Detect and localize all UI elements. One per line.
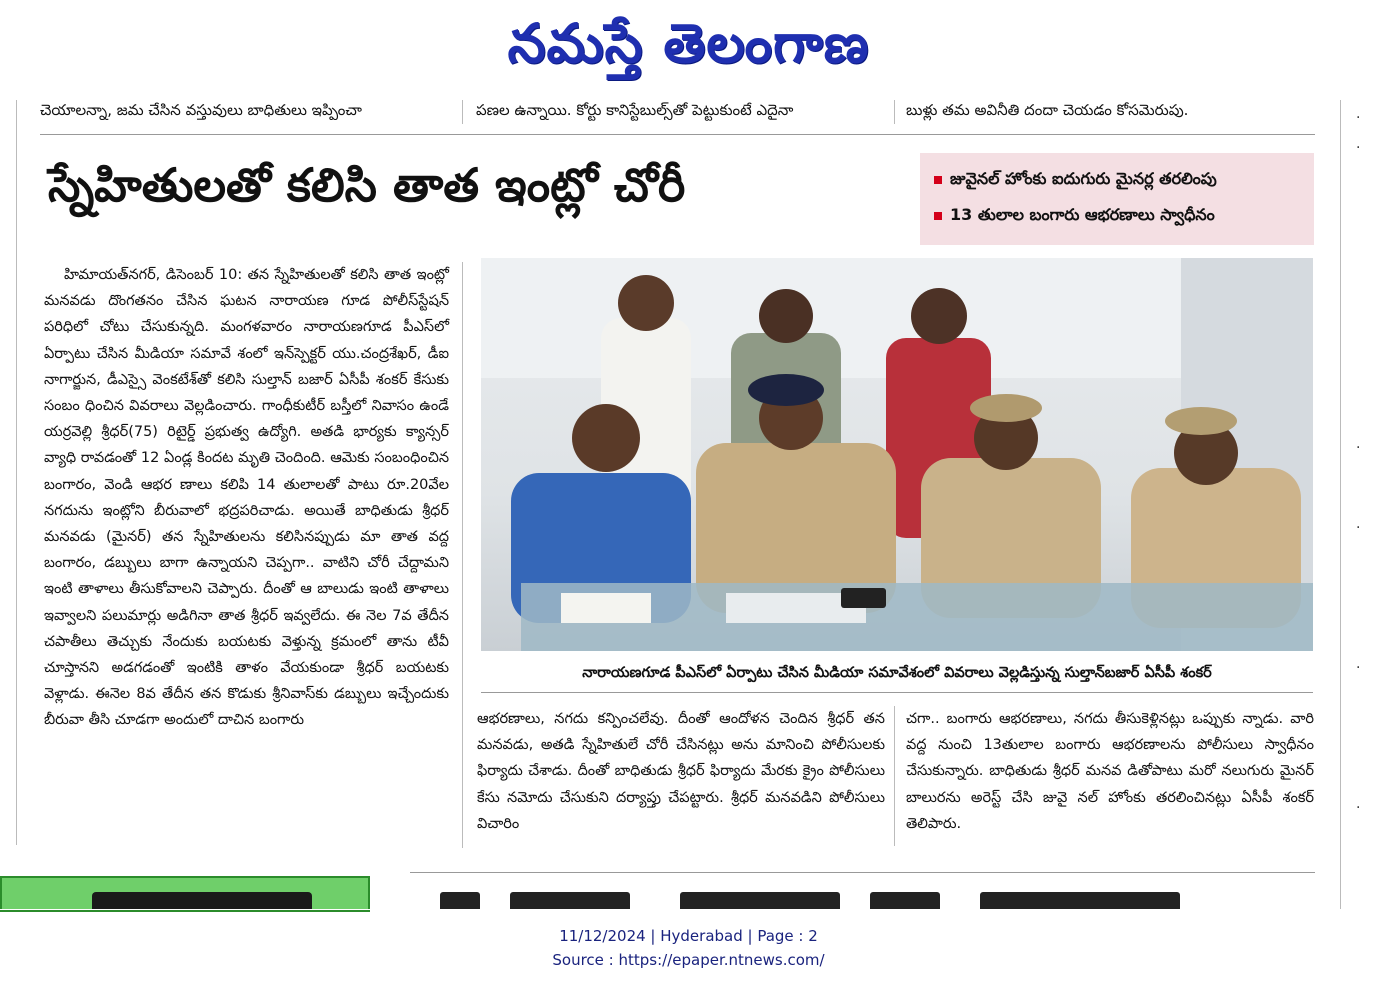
next-article-headline-fragment bbox=[440, 886, 1320, 910]
subheading-item bbox=[934, 169, 1217, 192]
article-column-1 bbox=[44, 262, 449, 734]
article-headline: స్నేహితులతో కలిసి తాత ఇంట్లో చోరీ bbox=[48, 158, 686, 212]
column-divider bbox=[894, 100, 895, 124]
previous-article-strip bbox=[40, 98, 1315, 124]
page-edge-divider bbox=[16, 100, 17, 845]
article-column-3 bbox=[906, 706, 1314, 837]
news-photo bbox=[481, 258, 1313, 651]
police-press-meet-photo bbox=[481, 258, 1313, 651]
caption-rule bbox=[481, 692, 1313, 693]
subheading-box bbox=[920, 153, 1314, 245]
subheading-item bbox=[934, 205, 1215, 228]
phone-on-table bbox=[841, 588, 886, 608]
adjacent-page-edge: · · · · · · bbox=[1356, 110, 1361, 816]
strip-text-col3: బుళ్లు తమ అవినీతి దందా చెయడం కోసమెరుపు. bbox=[906, 101, 1189, 119]
article-body-text: ఆభరణాలు, నగదు కన్పించలేవు. దీంతో ఆందోళన చెందిన శ్రీధర్ తన మనవడు, అతడి స్నేహితులే చోరీ చేసినట్లు అను మానించి పోలీసులకు ఫిర్యాదు చేశాడు. దీంతో బాధితుడు శ్రీధర్ ఫిర్యాదు మేరకు క్రైం పోలీసులు కేసు నమోదు చేసుకుని దర్యాప్తు చేపట్టారు. శ్రీధర్ మనవడిని పోలీసులు విచారిం bbox=[477, 711, 885, 832]
bullet-icon bbox=[934, 176, 942, 184]
paper-on-table bbox=[561, 593, 651, 623]
page-edge-divider bbox=[1340, 100, 1341, 910]
page-bottom-edge bbox=[0, 909, 1377, 910]
column-divider bbox=[462, 100, 463, 124]
article-body-text: చగా.. బంగారు ఆభరణాలు, నగదు తీసుకెళ్లినట్లు ఒప్పుకు న్నాడు. వారి వద్ద నుంచి 13తులాల బంగారు ఆభరణాలను పోలీసులు స్వాధీనం చేసుకున్నారు. బాధితుడు శ్రీధర్ మనవ డితోపాటు మరో నలుగురు మైనర్ బాలురను అరెస్ట్ చేసి జువై నల్ హోంకు తరలించినట్లు ఏసీపీ శంకర్ తెలిపారు. bbox=[906, 711, 1314, 832]
footer-date-edition: 11/12/2024 | Hyderabad | Page : 2 bbox=[559, 927, 818, 945]
page-footer bbox=[0, 924, 1377, 972]
masthead bbox=[0, 0, 1377, 100]
article-column-2 bbox=[477, 706, 885, 837]
strip-text-col2: పణల ఉన్నాయి. కోర్టు కానిస్టేబుల్స్‌తో పెట్టుకుంటే ఎదైనా bbox=[476, 101, 794, 119]
article-body-text: హిమాయత్‌నగర్, డిసెంబర్ 10: తన స్నేహితులతో కలిసి తాత ఇంట్లో మనవడు దొంగతనం చేసిన ఘటన నారాయణ గూడ పోలీస్‌స్టేషన్ పరిధిలో చోటు చేసుకున్నది. మంగళవారం నారాయణగూడ పీఎస్‌లో ఏర్పాటు చేసిన మీడియా సమావే శంలో ఇన్‌స్పెక్టర్ యు.చంద్రశేఖర్, డీఐ నాగార్జున, డీఎస్సై వెంకటేశ్‌తో కలిసి సుల్తాన్ బజార్ ఏసీపీ శంకర్ కేసుకు సంబం ధించిన వివరాలు వెల్లడించారు. గాంధీకుటీర్ బస్తీలో నివాసం ఉండే యర్రవెల్లి శ్రీధర్(75) రిటైర్డ్ ప్రభుత్వ ఉద్యోగి. అతడి భార్యకు క్యాన్సర్ వ్యాధి రావడంతో 12 ఏండ్ల కిందట మృతి చెందింది. ఆమెకు సంబంధించిన బంగారం, వెండి ఆభర ణాలు కలిపి 14 తులాలతో పాటు రూ.20వేల నగదును ఇంట్లోని బీరువాలో భద్రపరిచాడు. అయితే బాధితుడు శ్రీధర్ మనవడు (మైనర్) తన స్నేహితులను కలిసినప్పుడు మా తాత వద్ద బంగారం, డబ్బులు బాగా ఉన్నాయని చెప్పగా.. వాటిని చోరీ చేద్దామని ఇంటి తాళాలు తీసుకోవాలని చెప్పారు. దీంతో ఆ బాలుడు ఇంటి తాళాలు ఇవ్వాలని పలుమార్లు అడిగినా తాత శ్రీధర్ ఇవ్వలేదు. ఈ నెల 7వ తేదీన చపాతీలు తెచ్చుకు నేందుకు బయటకు వెళ్తున్న క్రమంలో తాను టీవీ చూస్తానని అడగడంతో ఇంటికి తాళం వేయకుండా శ్రీధర్ బయటకు వెళ్లాడు. ఈనెల 8వ తేదీన తన కొడుకు శ్రీనివాస్‌కు డబ్బులు ఇచ్చేందుకు బీరువా తీసి చూడగా అందులో దాచిన బంగారు bbox=[44, 267, 449, 729]
footer-source-link[interactable]: Source : https://epaper.ntnews.com/ bbox=[552, 951, 825, 969]
next-article-rule bbox=[410, 872, 1315, 873]
strip-text-col1: చెయాలన్నా, జమ చేసిన వస్తువులు బాధితులు ఇప్పించా bbox=[40, 101, 362, 119]
subheading-text: 13 తులాల బంగారు ఆభరణాలు స్వాధీనం bbox=[950, 205, 1215, 224]
bullet-icon bbox=[934, 212, 942, 220]
seated-officer bbox=[696, 374, 896, 613]
article-top-rule bbox=[40, 134, 1315, 135]
column-divider bbox=[894, 706, 895, 846]
next-article-banner bbox=[0, 876, 370, 912]
column-divider bbox=[462, 262, 463, 848]
subheading-text: జువైనల్ హోంకు ఐదుగురు మైనర్ల తరలింపు bbox=[950, 169, 1217, 188]
photo-caption: నారాయణగూడ పీఎస్‌లో ఏర్పాటు చేసిన మీడియా సమావేశంలో వివరాలు వెల్లడిస్తున్న సుల్తాన్‌బజార్ ఏసీపీ శంకర్ bbox=[582, 665, 1212, 681]
newspaper-title: నమస్తే తెలంగాణ bbox=[507, 11, 870, 75]
